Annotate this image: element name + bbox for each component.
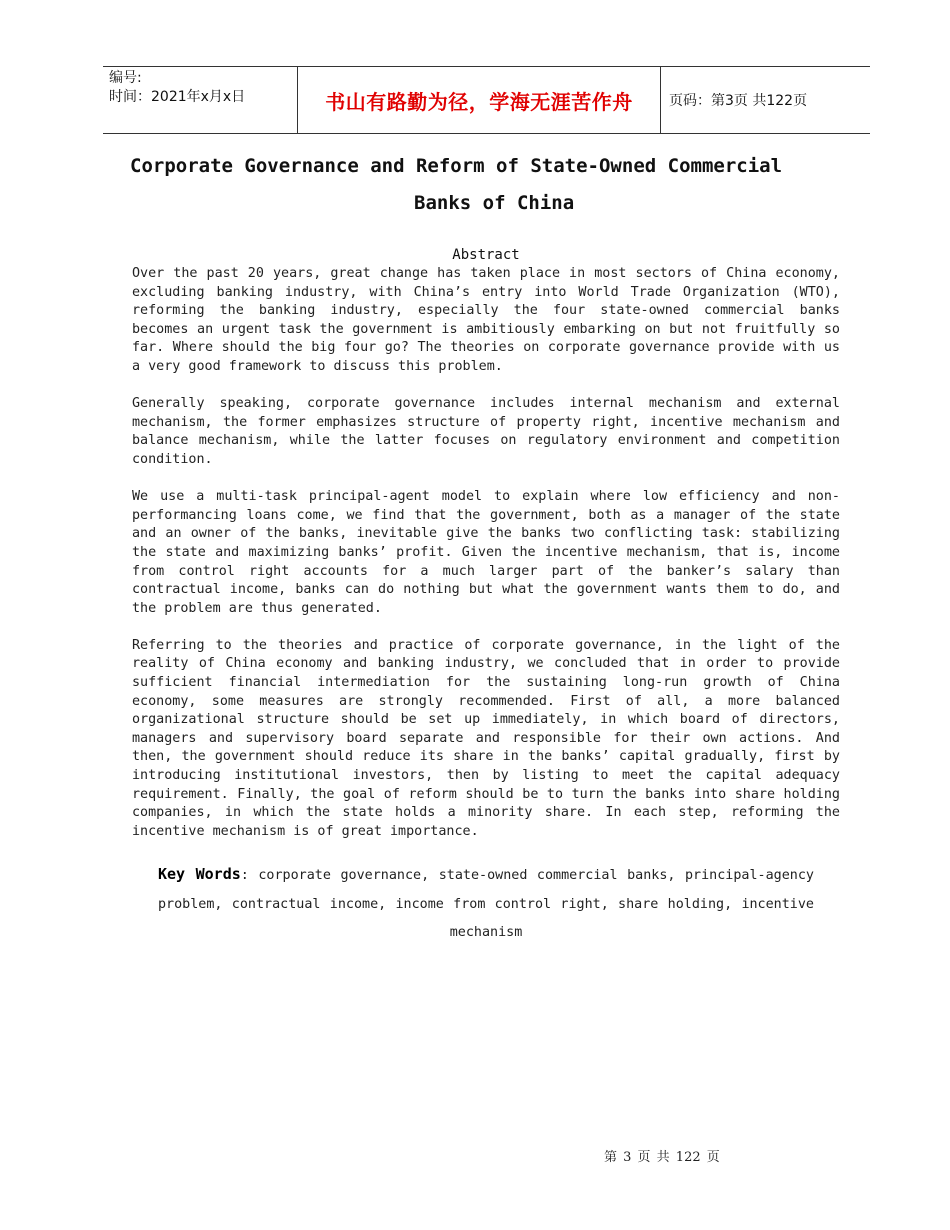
keywords-label: Key Words [158, 865, 241, 883]
abstract-heading: Abstract [452, 247, 520, 263]
header-table [103, 66, 870, 134]
serial-label: 编号: [109, 70, 142, 86]
time-label: 时间：2021年x月x日 [109, 89, 246, 105]
abstract-paragraph: Generally speaking, corporate governance includes internal mechanism and external mechanism, the former emphasizes structure of property right, incentive mechanism and balance mechanism, while the latter focuses on regulatory environment and competition condition. [132, 396, 840, 467]
motto-cell [298, 67, 661, 133]
abstract-paragraph: Referring to the theories and practice of corporate governance, in the light of the reality of China economy and banking industry, we concluded that in order to provide sufficient financial intermediation for the sustaining long-run growth of China economy, some measures are strongly recommended. First of all, a more balanced organizational structure should be set up immediately, in which board of directors, managers and supervisory board separate and responsible for their own actions. And then, the government should reduce its share in the banks’ capital gradually, first by introducing institutional investors, then by listing to meet the capital adequacy requirement. Finally, the goal of reform should be to turn the banks into share holding companies, in which the state holds a minority share. In each step, reforming the incentive mechanism is of great importance. [132, 637, 840, 839]
header-meta-cell [103, 67, 298, 133]
abstract-paragraph: We use a multi-task principal-agent model to explain where low efficiency and non-performancing loans come, we find that the government, both as a manager of the state and an owner of the banks, inevitable give the banks two conflicting task: stabilizing the state and maximizing banks’ profit. Given the incentive mechanism, that is, income from control right accounts for a much larger part of the banker’s salary than contractual income, banks can do nothing but what the government wants them to do, and the problem are thus generated. [132, 489, 840, 616]
abstract-paragraph: Over the past 20 years, great change has taken place in most sectors of China economy, excluding banking industry, with China’s entry into World Trade Organization (WTO), reforming the banking industry, especially the four state-owned commercial banks becomes an urgent task the government is ambitiously embarking on but not fruitfully so far. Where should the big four go? The theories on corporate governance provide with us a very good framework to discuss this problem. [132, 266, 840, 374]
page-label: 页码：第3页 共122页 [669, 93, 808, 109]
document-title [130, 148, 850, 222]
title-line-1: Corporate Governance and Reform of State-Owned Commercial [130, 155, 783, 177]
page-footer: 第 3 页 共 122 页 [604, 1150, 720, 1165]
keywords-block [158, 860, 814, 948]
page-number-cell [661, 67, 870, 133]
title-line-2: Banks of China [414, 192, 575, 214]
keywords-text: : corporate governance, state-owned commercial banks, principal-agency problem, contractual income, income from control right, share holding, incentive mechanism [158, 868, 814, 940]
abstract-body [132, 265, 840, 860]
motto-text: 书山有路勤为径，学海无涯苦作舟 [325, 89, 633, 114]
